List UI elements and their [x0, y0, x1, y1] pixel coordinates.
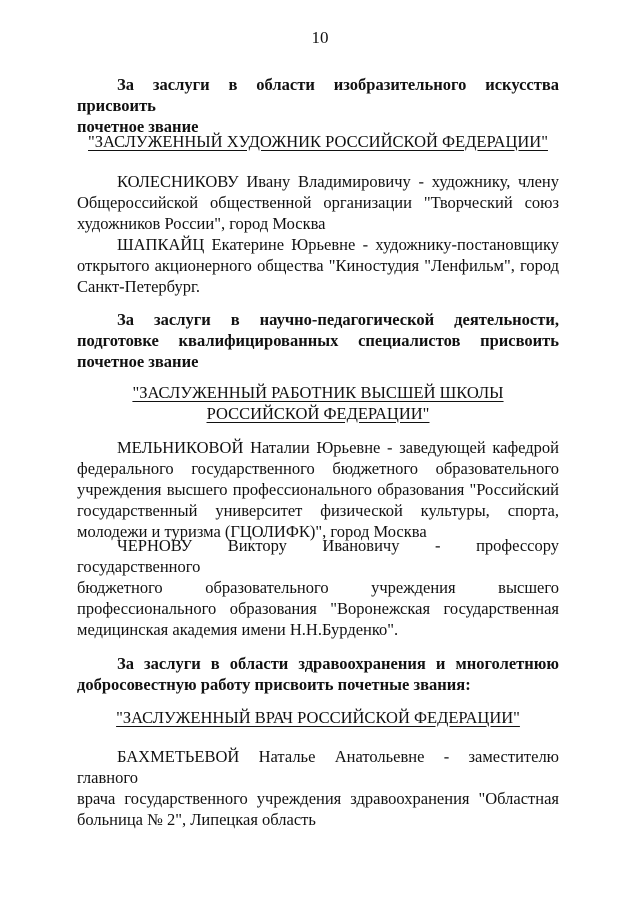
entry-line: врача государственного учреждения здравоохранения "Областная [77, 789, 559, 808]
entry-line: медицинская академия имени Н.Н.Бурденко". [77, 620, 399, 639]
award-entry [77, 234, 559, 297]
heading-line: За заслуги в области изобразительного искусства присвоить [77, 75, 559, 115]
entry-line: Санкт-Петербург. [77, 277, 200, 296]
award-entry [77, 171, 559, 234]
title-line: "ЗАСЛУЖЕННЫЙ ВРАЧ РОССИЙСКОЙ ФЕДЕРАЦИИ" [116, 708, 520, 727]
title-line: РОССИЙСКОЙ ФЕДЕРАЦИИ" [206, 404, 430, 423]
award-entry [77, 535, 559, 640]
entry-line: государственный университет физической культуры, спорта, [77, 501, 559, 520]
title-line: "ЗАСЛУЖЕННЫЙ РАБОТНИК ВЫСШЕЙ ШКОЛЫ [132, 383, 504, 402]
heading-line: почетное звание [77, 352, 199, 371]
page-number: 10 [311, 28, 329, 47]
entry-line: открытого акционерного общества "Киностудия "Ленфильм", город [77, 256, 559, 275]
entry-line: учреждения высшего профессионального образования "Российский [77, 480, 559, 499]
entry-line: бюджетного образовательного учреждения высшего [77, 578, 559, 597]
entry-line: молодежи и туризма (ГЦОЛИФК)", город Москва [77, 522, 427, 541]
entry-line: ЧЕРНОВУ Виктору Ивановичу - профессору государственного [77, 536, 559, 576]
entry-line: МЕЛЬНИКОВОЙ Наталии Юрьевне - заведующей кафедрой [117, 438, 559, 457]
section-heading [77, 309, 559, 372]
entry-line: федерального государственного бюджетного образовательного [77, 459, 559, 478]
heading-line: За заслуги в научно-педагогической деятельности, [117, 310, 559, 329]
award-entry [77, 746, 559, 830]
entry-line: профессионального образования "Воронежская государственная [77, 599, 559, 618]
heading-line: добросовестную работу присвоить почетные звания: [77, 675, 471, 694]
section-heading [77, 653, 559, 695]
entry-line: ШАПКАЙЦ Екатерине Юрьевне - художнику-постановщику [117, 235, 559, 254]
honorary-title [77, 131, 559, 152]
entry-line: КОЛЕСНИКОВУ Ивану Владимировичу - художнику, члену [117, 172, 559, 191]
title-line: "ЗАСЛУЖЕННЫЙ ХУДОЖНИК РОССИЙСКОЙ ФЕДЕРАЦИИ" [88, 132, 548, 151]
heading-line: почетное звание [77, 117, 199, 136]
entry-line: БАХМЕТЬЕВОЙ Наталье Анатольевне - заместителю главного [77, 747, 559, 787]
honorary-title [77, 382, 559, 424]
heading-line: подготовке квалифицированных специалистов присвоить [77, 331, 559, 350]
entry-line: больница № 2", Липецкая область [77, 810, 316, 829]
entry-line: Общероссийской общественной организации "Творческий союз [77, 193, 559, 212]
section-heading [77, 74, 559, 137]
heading-line: За заслуги в области здравоохранения и многолетнюю [117, 654, 559, 673]
honorary-title [77, 707, 559, 728]
award-entry [77, 437, 559, 542]
entry-line: художников России", город Москва [77, 214, 326, 233]
